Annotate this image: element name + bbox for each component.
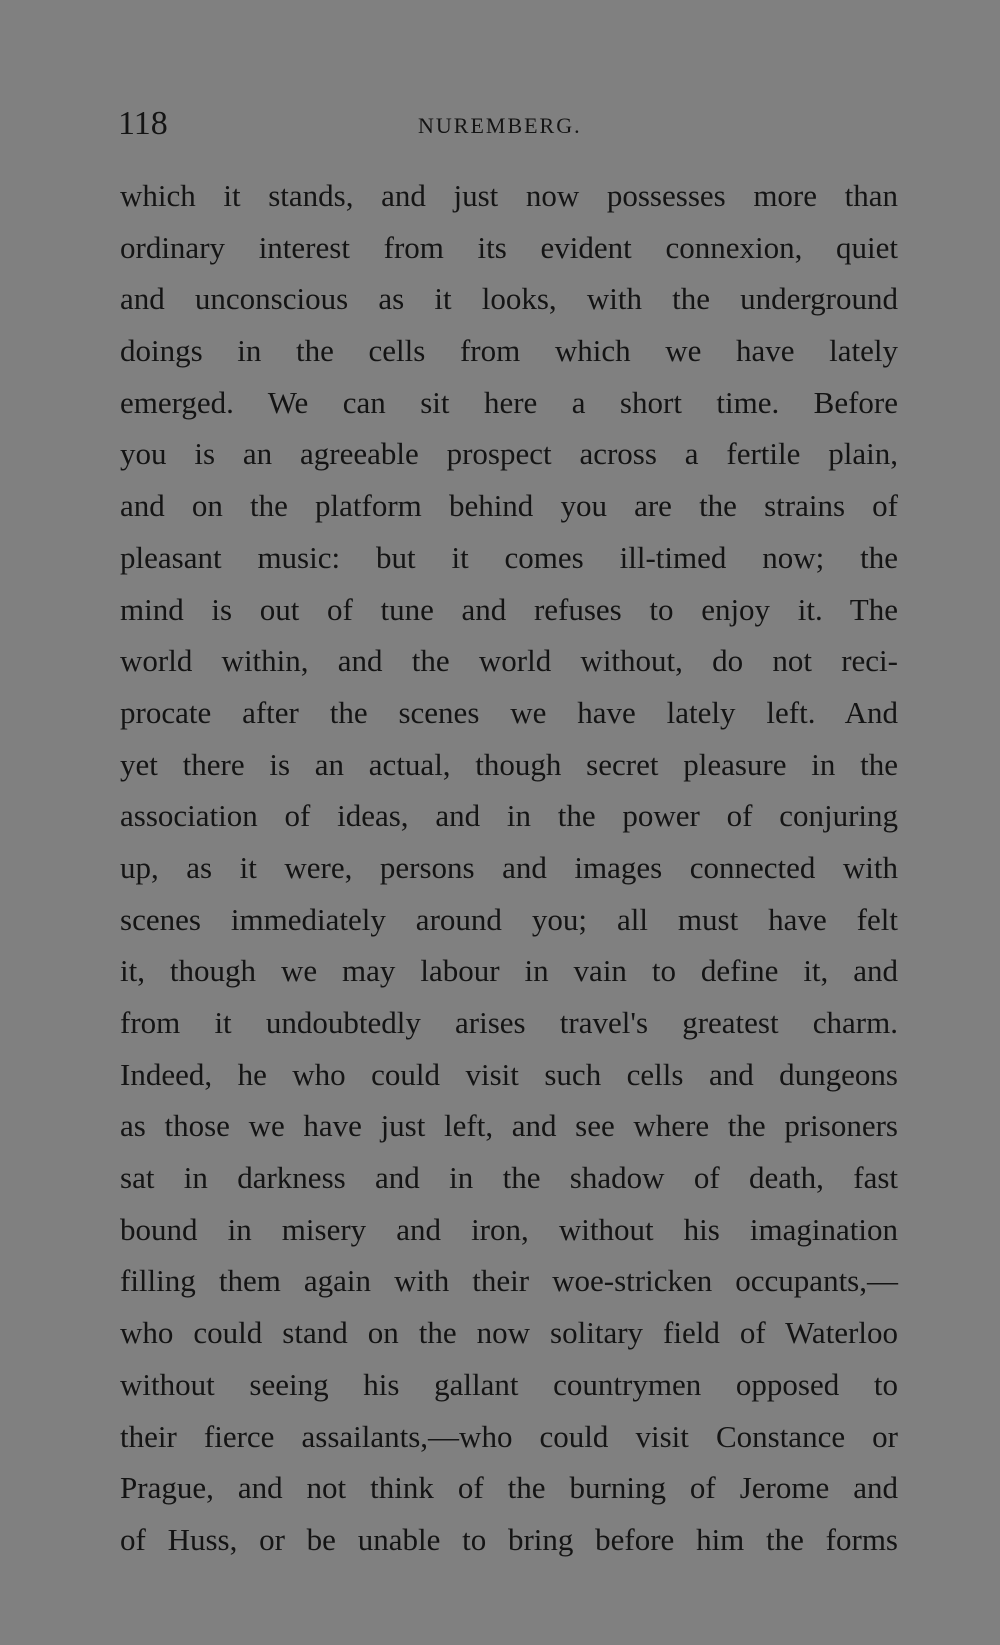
text-line: pleasant music: but it comes ill-timed now; the [120, 539, 898, 575]
text-line: scenes immediately around you; all must have felt [120, 901, 898, 937]
running-title: NUREMBERG. [418, 113, 582, 138]
page-number: 118 [118, 105, 168, 142]
body-text [120, 170, 898, 1566]
text-line: procate after the scenes we have lately left. And [120, 694, 898, 730]
text-line: from it undoubtedly arises travel's greatest charm. [120, 1005, 898, 1040]
text-line: world within, and the world without, do not reci- [120, 643, 898, 679]
page-header [118, 104, 898, 144]
text-line: yet there is an actual, though secret pleasure in the [120, 746, 898, 782]
text-line: doings in the cells from which we have lately [120, 333, 898, 369]
text-line: up, as it were, persons and images connected with [120, 849, 898, 885]
text-line: filling them again with their woe-stricken occupants,— [120, 1263, 898, 1299]
text-line: sat in darkness and in the shadow of death, fast [120, 1160, 898, 1196]
text-line: you is an agreeable prospect across a fertile plain, [120, 436, 898, 472]
text-line: which it stands, and just now possesses more than [120, 178, 898, 213]
text-line: as those we have just left, and see where the prisoners [120, 1108, 898, 1144]
text-line: bound in misery and iron, without his imagination [120, 1211, 898, 1247]
text-line: it, though we may labour in vain to define it, and [120, 953, 898, 989]
text-line: mind is out of tune and refuses to enjoy it. The [120, 591, 898, 627]
text-line: without seeing his gallant countrymen opposed to [120, 1366, 898, 1402]
text-line: association of ideas, and in the power of conjuring [120, 798, 898, 834]
text-line: and unconscious as it looks, with the underground [120, 281, 898, 317]
text-line: who could stand on the now solitary field of Waterloo [120, 1315, 898, 1351]
text-line: ordinary interest from its evident connexion, quiet [120, 229, 898, 265]
text-line: and on the platform behind you are the strains of [120, 488, 898, 524]
text-line: Indeed, he who could visit such cells and dungeons [120, 1056, 898, 1092]
text-line: emerged. We can sit here a short time. Before [120, 384, 898, 420]
text-line: Prague, and not think of the burning of Jerome and [120, 1470, 898, 1506]
text-line: of Huss, or be unable to bring before him the forms [120, 1521, 898, 1557]
text-line: their fierce assailants,—who could visit Constance or [120, 1418, 898, 1454]
